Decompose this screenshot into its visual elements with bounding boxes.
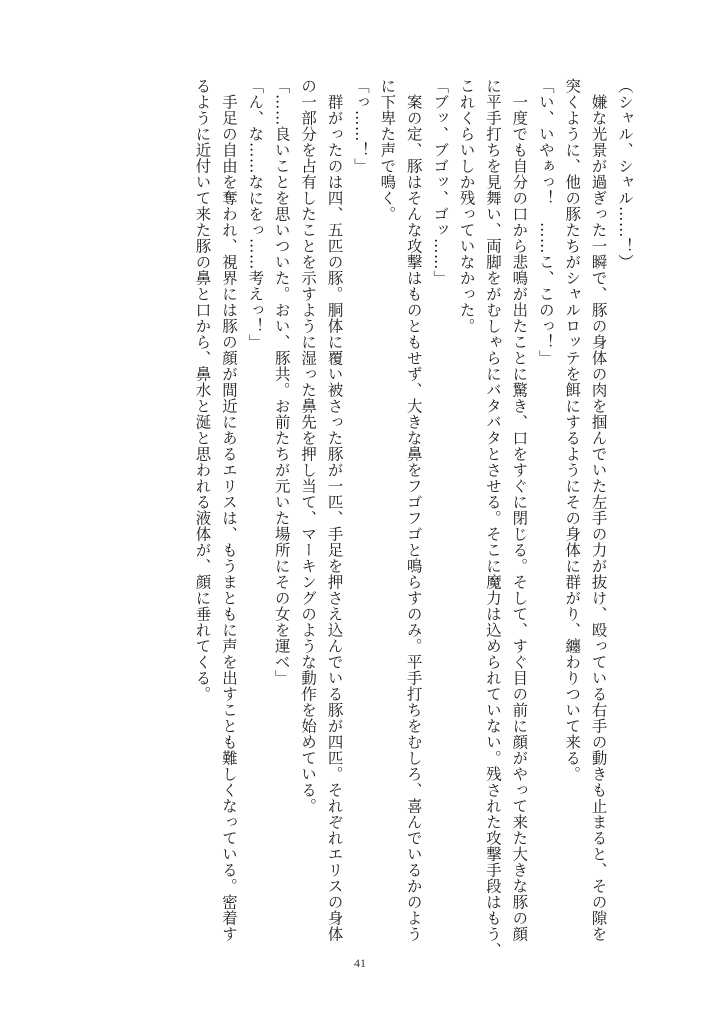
page-number: 41	[354, 956, 366, 970]
text-line: に平手打ちを見舞い、両脚をがむしゃらにバタバタとさせる。そこに魔力は込められていない。残された攻撃手段はもう、	[483, 78, 502, 958]
text-line: （シャル、シャル……！）	[616, 78, 634, 270]
text-line: に下卑た声で鳴く。	[378, 78, 397, 222]
text-line: 「ん、な……なにをっ……考えっ！」	[246, 78, 265, 350]
text-line: 手足の自由を奪われ、視界には豚の顔が間近にあるエリスは、もうまともに声を出すことも難しくなっている。密着す	[219, 78, 238, 942]
text-line: 嫌な光景が過ぎった一瞬で、豚の身体の肉を掴んでいた左手の力が抜け、殴っている右手の動きも止まると、その隙を	[589, 78, 608, 942]
text-line: 群がったのは四、五匹の豚。胴体に覆い被さった豚が一匹、手足を押さえ込んでいる豚が四匹。それぞれエリスの身体	[325, 78, 344, 942]
text-line: 「い、いやぁっ！ ……こ、このっ！」	[536, 78, 555, 366]
text-line: 突くように、他の豚たちがシャルロッテを餌にするようにその身体に群がり、纏わりついて来る。	[563, 78, 582, 782]
text-line: これくらいしか残っていなかった。	[457, 78, 476, 334]
vertical-text-body	[78, 78, 638, 958]
text-line: 案の定、豚はそんな攻撃はものともせず、大きな鼻をフゴフゴと鳴らすのみ。平手打ちをむしろ、喜んでいるかのよう	[404, 78, 423, 942]
text-line: の一部分を占有したことを示すように湿った鼻先を押し当て、マーキングのような動作を始めている。	[299, 78, 318, 814]
text-line: 一度でも自分の口から悲鳴が出たことに驚き、口をすぐに閉じる。そして、すぐ目の前に顔がやって来た大きな豚の顔	[510, 78, 529, 942]
text-line: 「……良いことを思いついた。おい、豚共。お前たちが元いた場所にその女を運べ」	[272, 78, 291, 686]
text-line: 「ブッ、ブゴッ、ゴッ……」	[431, 78, 450, 286]
text-line: るように近付いて来た豚の鼻と口から、鼻水と涎と思われる液体が、顔に垂れてくる。	[193, 78, 212, 702]
text-line: 「っ……！」	[351, 78, 370, 174]
